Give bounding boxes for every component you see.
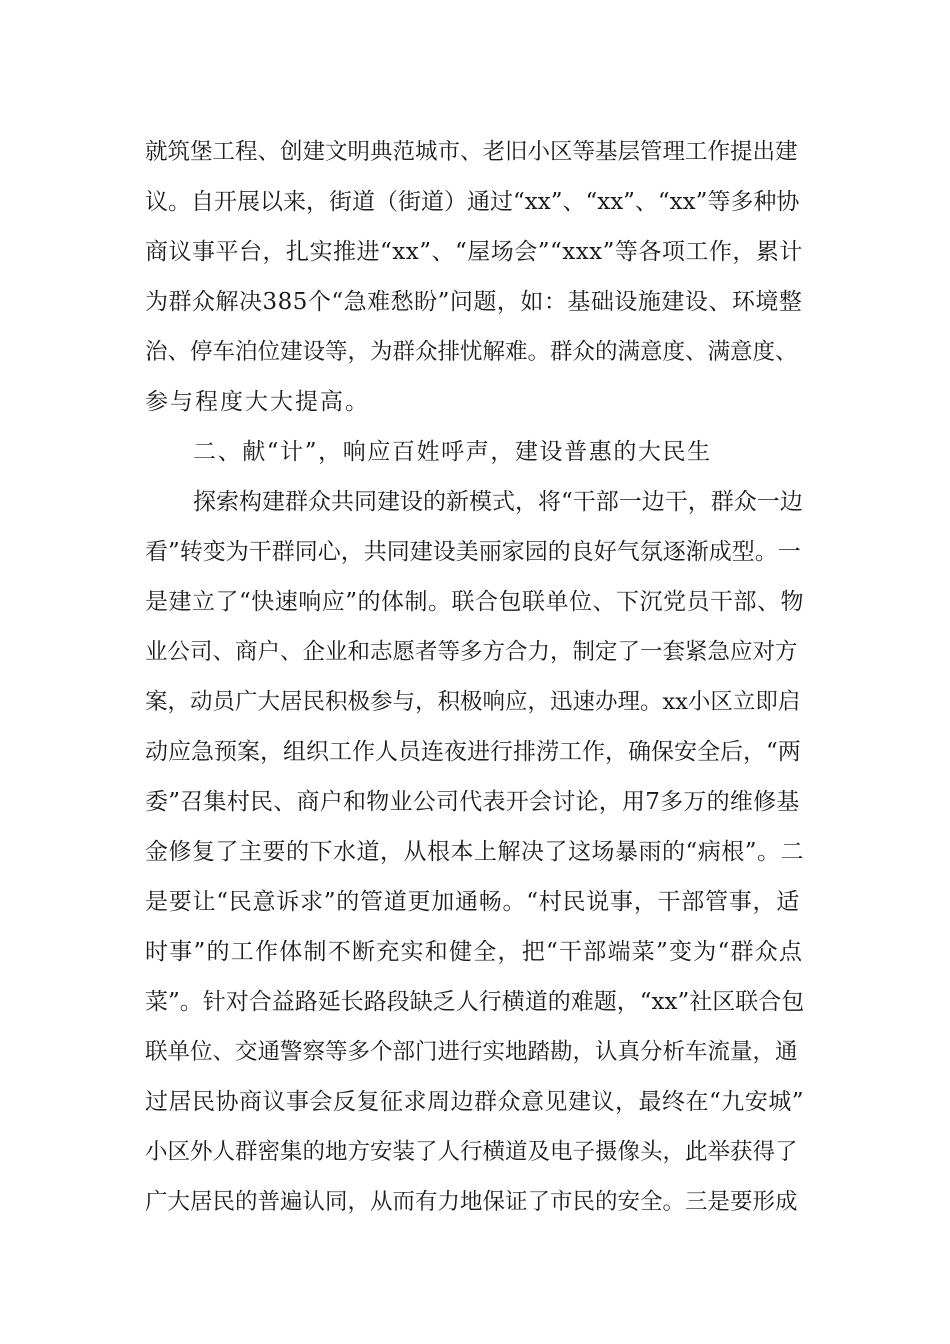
paragraph-2-line-14: 小区外人群密集的地方安装了人行横道及电子摄像头，此举获得了 [145,1139,798,1165]
paragraph-1-line-3: 商议事平台，扎实推进“xx”、“屋场会”“xxx”等各项工作，累计 [145,239,803,265]
paragraph-1-line-4: 为群众解决385个“急难愁盼”问题，如：基础设施建设、环境整 [145,289,803,315]
paragraph-2-line-3: 是建立了“快速响应”的体制。联合包联单位、下沉党员干部、物 [145,589,805,615]
paragraph-2-line-13: 过居民协商议事会反复征求周边群众意见建议，最终在“九安城” [145,1089,805,1115]
paragraph-1-line-1: 就筑堡工程、创建文明典范城市、老旧小区等基层管理工作提出建 [145,139,798,165]
paragraph-2-line-9: 是要让“民意诉求”的管道更加通畅。“村民说事，干部管事，适 [145,889,801,915]
paragraph-2-line-11: 菜”。针对合益路延长路段缺乏人行横道的难题，“xx”社区联合包 [145,989,805,1015]
paragraph-2-line-2: 看”转变为干群同心，共同建设美丽家园的良好气氛逐渐成型。一 [145,539,801,565]
section-heading: 二、献“计”，响应百姓呼声，建设普惠的大民生 [193,439,712,465]
paragraph-2-line-10: 时事”的工作体制不断充实和健全，把“干部端菜”变为“群众点 [145,939,804,965]
paragraph-2-line-6: 动应急预案，组织工作人员连夜进行排涝工作，确保安全后，“两 [145,739,801,765]
paragraph-1-line-6: 参与程度大大提高。 [145,389,370,415]
paragraph-2-line-12: 联单位、交通警察等多个部门进行实地踏勘，认真分析车流量，通 [145,1039,798,1065]
paragraph-2-line-5: 案，动员广大居民积极参与，积极响应，迅速办理。xx小区立即启 [145,689,801,715]
paragraph-1-line-2: 议。自开展以来，街道（街道）通过“xx”、“xx”、“xx”等多种协 [145,189,800,215]
paragraph-2-line-4: 业公司、商户、企业和志愿者等多方合力，制定了一套紧急应对方 [145,639,798,665]
paragraph-2-line-1: 探索构建群众共同建设的新模式，将“干部一边干，群众一边 [193,489,803,515]
paragraph-2-line-8: 金修复了主要的下水道，从根本上解决了这场暴雨的“病根”。二 [145,839,805,865]
paragraph-1-line-5: 治、停车泊位建设等，为群众排忧解难。群众的满意度、满意度、 [145,339,798,365]
paragraph-2-line-7: 委”召集村民、商户和物业公司代表开会讨论，用7多万的维修基 [145,789,800,815]
paragraph-2-line-15: 广大居民的普遍认同，从而有力地保证了市民的安全。三是要形成 [145,1189,798,1215]
